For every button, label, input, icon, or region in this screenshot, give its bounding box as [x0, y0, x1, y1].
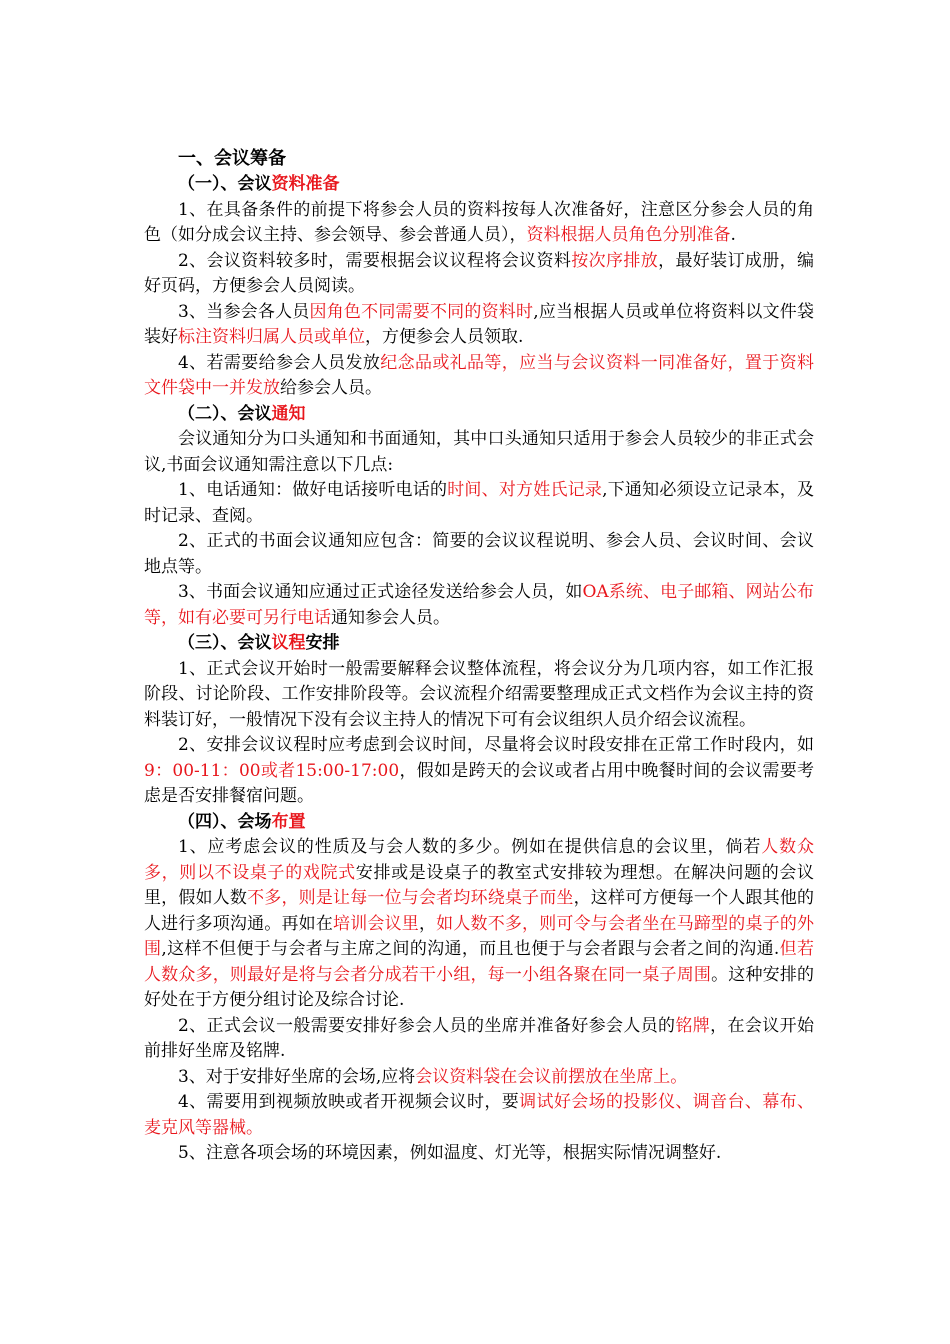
text: 4、若需要给参会人员发放: [178, 352, 381, 373]
text: ,下通知必须设立记录本，及时记录、查阅。: [144, 480, 815, 526]
highlight-text: 资料根据人员角色分别准备: [526, 225, 731, 245]
heading-venue-layout: [144, 810, 814, 836]
highlight-text: 铭牌: [675, 1015, 711, 1036]
highlight-text: 按次序排放: [571, 250, 659, 271]
text: 2、正式会议一般需要安排好参会人员的坐席并准备好参会人员的: [178, 1015, 676, 1036]
text: 3、对于安排好坐席的会场,应将: [178, 1066, 416, 1087]
text: 1、电话通知：做好电话接听电话的: [178, 480, 448, 500]
paragraph-notification-1: [144, 478, 814, 529]
text: ，这样可方便每一个人跟其他的人进行多项沟通。再如在: [144, 888, 815, 934]
heading-highlight: 资料准备: [271, 174, 340, 194]
text: ,这样不但便于与会者与主席之间的沟通，而且也便于与会者跟与会者之间的沟通.: [161, 939, 780, 959]
highlight-text: 纪念品或礼品等，应当与会议资料一同准备好，置于资料文件袋中一并发放: [144, 352, 814, 398]
paragraph-materials-2: [144, 249, 814, 300]
paragraph-venue-2: [144, 1014, 814, 1065]
heading-suffix: 安排: [305, 633, 340, 653]
heading-prefix: （二）、会议: [178, 403, 272, 424]
text: 。这种安排的好处在于方便分组讨论及综合讨论.: [144, 964, 814, 1010]
heading-prefix: （一）、会议: [178, 174, 272, 194]
heading-highlight: 布置: [271, 811, 306, 832]
paragraph-materials-3: [144, 300, 814, 351]
highlight-text: 培训会议里: [333, 913, 419, 934]
text: 1、应考虑会议的性质及与会人数的多少。例如在提供信息的会议里，倘若: [178, 837, 762, 857]
highlight-text: 但若人数众多，则最好是将与会者分成若干小组，每一小组各聚在同一桌子周围: [144, 939, 815, 985]
heading-highlight: 议程: [271, 633, 306, 653]
text: 通知参会人员。: [331, 607, 450, 628]
heading-prefix: （四）、会场: [178, 811, 272, 832]
heading-meeting-preparation: 一、会议筹备: [178, 148, 286, 169]
text: 4、需要用到视频放映或者开视频会议时，要: [178, 1092, 520, 1112]
paragraph-venue-3: [144, 1065, 814, 1091]
text: ，方便参会人员领取.: [365, 327, 524, 347]
text: 给参会人员。: [280, 378, 382, 398]
text: 安排或是设桌子的教室式安排较为理想。在解决问题的会议里，假如人数: [144, 862, 815, 908]
heading-notification: [144, 402, 814, 428]
text: 3、当参会各人员: [178, 301, 310, 322]
highlight-text: OA系统、电子邮箱、网站公布等，如有必要可另行电话: [144, 582, 814, 628]
highlight-text: 会议资料袋在会议前摆放在坐席上。: [415, 1066, 688, 1087]
text: ，: [418, 913, 437, 934]
highlight-text: 9：00-11：00或者15:00-17:00: [144, 760, 400, 781]
highlight-text: 如人数不多，则可令与会者坐在马蹄型的桌子的外围: [144, 913, 815, 959]
text: 1、在具备条件的前提下将参会人员的资料按每人次准备好，注意区分参会人员的角色（如分成会议主持、参会领导、参会普通人员），: [144, 199, 814, 245]
highlight-text: 不多，则是让每一位与会者均环绕桌子而坐: [247, 888, 574, 908]
text: 2、会议资料较多时，需要根据会议议程将会议资料: [178, 250, 572, 271]
text: ，假如是跨天的会议或者占用中晚餐时间的会议需要考虑是否安排餐宿问题。: [144, 760, 814, 806]
highlight-text: 时间、对方姓氏记录: [447, 480, 603, 500]
text: .: [730, 225, 736, 245]
paragraph-materials-1: [144, 198, 814, 249]
heading-highlight: 通知: [271, 403, 306, 424]
heading-materials-preparation: [144, 172, 814, 198]
heading-agenda: [144, 631, 814, 657]
paragraph-agenda-2: [144, 733, 814, 810]
highlight-text: 标注资料归属人员或单位: [178, 327, 365, 347]
paragraph-notification-intro: 会议通知分为口头通知和书面通知，其中口头通知只适用于参会人员较少的非正式会议,书面会议通知需注意以下几点:: [144, 429, 814, 475]
paragraph-venue-1: [144, 835, 814, 1014]
text: ,应当根据人员或单位将资料以文件袋装好: [144, 301, 814, 347]
heading-prefix: （三）、会议: [178, 633, 272, 653]
paragraph-notification-3: [144, 580, 814, 631]
text: ，最好装订成册，编好页码，方便参会人员阅读。: [144, 250, 815, 296]
paragraph-agenda-1: 1、正式会议开始时一般需要解释会议整体流程，将会议分为几项内容，如工作汇报阶段、讨论阶段、工作安排阶段等。会议流程介绍需要整理成正式文档作为会议主持的资料装订好，一般情况下没有会议主持人的情况下可有会议组织人员介绍会议流程。: [144, 658, 814, 730]
highlight-text: 因角色不同需要不同的资料时: [309, 301, 534, 322]
paragraph-materials-4: [144, 351, 814, 402]
highlight-text: 调试好会场的投影仪、调音台、幕布、麦克风等器械。: [144, 1092, 814, 1138]
text: ，在会议开始前排好坐席及铭牌.: [144, 1015, 815, 1061]
highlight-text: 人数众多，则以不设桌子的戏院式: [144, 837, 814, 883]
document-body: [144, 146, 814, 1167]
text: 3、书面会议通知应通过正式途径发送给参会人员，如: [178, 582, 583, 602]
paragraph-venue-4: [144, 1090, 814, 1141]
paragraph-venue-5: 5、注意各项会场的环境因素，例如温度、灯光等，根据实际情况调整好.: [178, 1143, 722, 1163]
text: 2、安排会议议程时应考虑到会议时间，尽量将会议时段安排在正常工作时段内，如: [178, 735, 814, 755]
paragraph-notification-2: 2、正式的书面会议通知应包含：简要的会议议程说明、参会人员、会议时间、会议地点等。: [144, 531, 814, 577]
